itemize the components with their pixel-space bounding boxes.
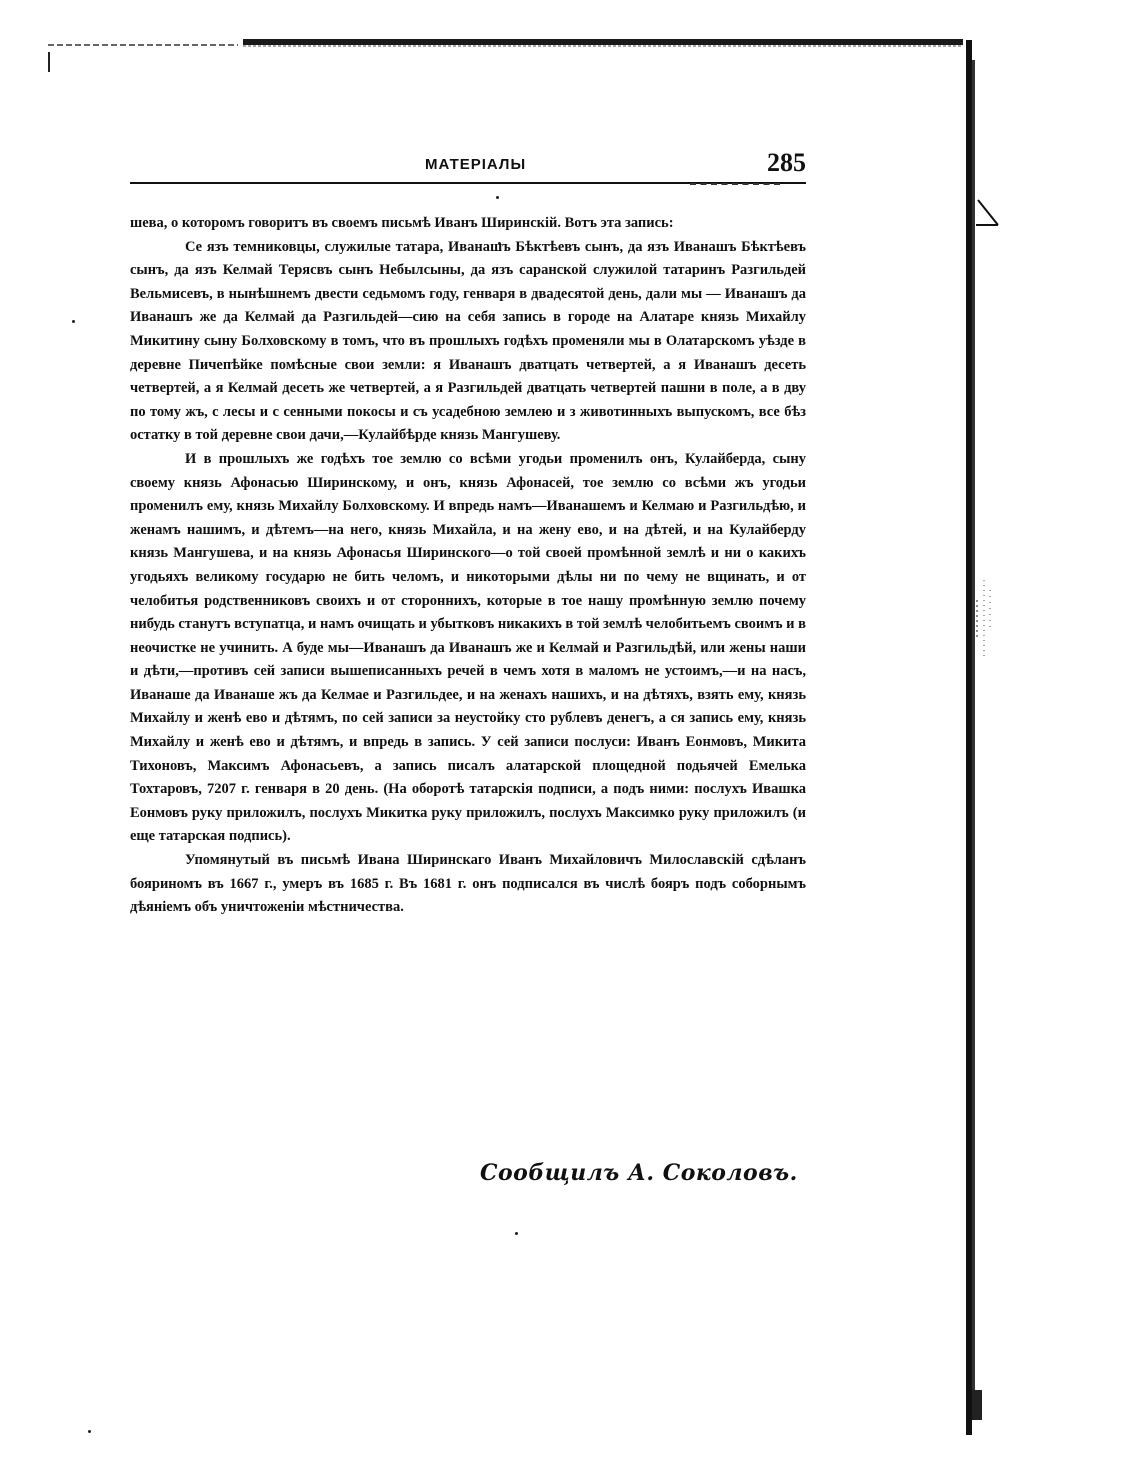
running-header xyxy=(130,148,806,188)
body-text xyxy=(130,212,806,920)
scan-speck xyxy=(88,1430,91,1433)
paragraph-continuation: шева, о которомъ говоритъ въ своемъ письмѣ Иванъ Ширинскій. Вотъ эта запись: xyxy=(130,215,674,231)
scan-left-edge xyxy=(48,52,50,72)
signature: Сообщилъ А. Соколовъ. xyxy=(480,1160,798,1186)
scan-top-edge xyxy=(48,38,970,48)
scan-speck xyxy=(496,196,499,199)
header-rule-tail xyxy=(690,183,780,187)
paragraph-record-1: Се язъ темниковцы, служилые татара, Иванашъ Бѣктѣевъ сынъ, да язъ Иванашъ Бѣктѣевъ сынъ, да язъ Келмай Терясвъ сынъ Небылсыны, да язъ саранской служилой татаринъ Разгильдей Вельмисевъ, в нынѣшнемъ двести седьмомъ году, генваря в двадесятой день, дали мы — Иванашъ да Иванашъ же да Келмай да Разгильдей—сию на себя запись в городе на Алатаре князь Михайлу Микитину сыну Болховскому в томъ, что въ прошлыхъ годѣхъ променяли мы в Олатарскомъ уѣзде в деревне Пичепѣйке помѣсные свои земли: я Иванашъ дватцать четвертей, а я Иванашъ десеть четвертей, а я Келмай десеть же четвертей, а я Разгильдей дватцать четвертей пашни в поле, а в дву по тому жъ, с лесы и с сенными покосы и съ усадебною землею и з животинныхъ выпускомъ, все бѣз остатку в той деревне свои дачи,—Кулайбѣрде князь Мангушеву. xyxy=(130,238,806,444)
paragraph-record-2: И в прошлыхъ же годѣхъ тое землю со всѣми угодьи променилъ онъ, Кулайберда, сыну своему князь Афонасью Ширинскому, и онъ, князь Афонасей, тое землю со всѣми жъ угодьи променилъ ему, князь Михайлу Болховскому. И впредь намъ—Иванашемъ и Келмаю и Разгильдѣю, и женамъ нашимъ, и дѣтемъ—на него, князь Михайла, и на жену ево, и на дѣтей, и на Кулайберду князь Мангушева, и на князь Афонасья Ширинского—о той своей промѣнной землѣ и ни о какихъ угодьяхъ великому государю не бить челомъ, и никоторыми дѣлы ни по чему не вщинать, и от челобитья родственниковъ своихъ и от стороннихъ, которые в тое нашу промѣнную землю почему нибудь станутъ вступатца, и намъ очищать и убытковъ никакихъ в той землѣ челобитьемъ своимъ и в неочистке не учинить. А буде мы—Иванашъ да Иванашъ же и Келмай и Разгильдѣй, или жены наши и дѣти,—противъ сей записи вышеписанныхъ речей в чемъ хотя в маломъ не устоимъ,—и на насъ, Иванаше да Иванаше жъ да Келмае и Разгильдее, и на женахъ нашихъ, и на дѣтяхъ, взять ему, князь Михайлу и женѣ ево и дѣтямъ, по сей записи за неустойку сто рублевъ денегъ, а ся запись ему, князь Михайлу и женѣ ево и дѣтямъ, и впредь в запись. У сей записи послуси: Иванъ Еонмовъ, Микита Тихоновъ, Максимъ Афонасьевъ, а запись писалъ алатарской площедной подьячей Емелька Тохтаровъ, 7207 г. генваря в 20 день. (На оборотѣ татарскія подписи, а подъ ними: послухъ Ивашка Еонмовъ руку приложилъ, послухъ Микитка руку приложилъ, послухъ Максимко руку приложилъ (и еще татарская подпись). xyxy=(130,450,806,845)
scan-speck xyxy=(515,1232,518,1235)
header-title: МАТЕРІАЛЫ xyxy=(425,156,527,173)
page-number: 285 xyxy=(767,148,806,177)
book-spine-edge xyxy=(962,40,1000,1435)
scan-speck xyxy=(72,320,75,323)
paragraph-commentary: Упомянутый въ письмѣ Ивана Ширинскаго Иванъ Михайловичъ Милославскій сдѣланъ бояриномъ въ 1667 г., умеръ въ 1685 г. Въ 1681 г. онъ подписался въ числѣ бояръ подъ соборнымъ дѣяніемъ объ уничтоженіи мѣстничества. xyxy=(130,852,806,916)
